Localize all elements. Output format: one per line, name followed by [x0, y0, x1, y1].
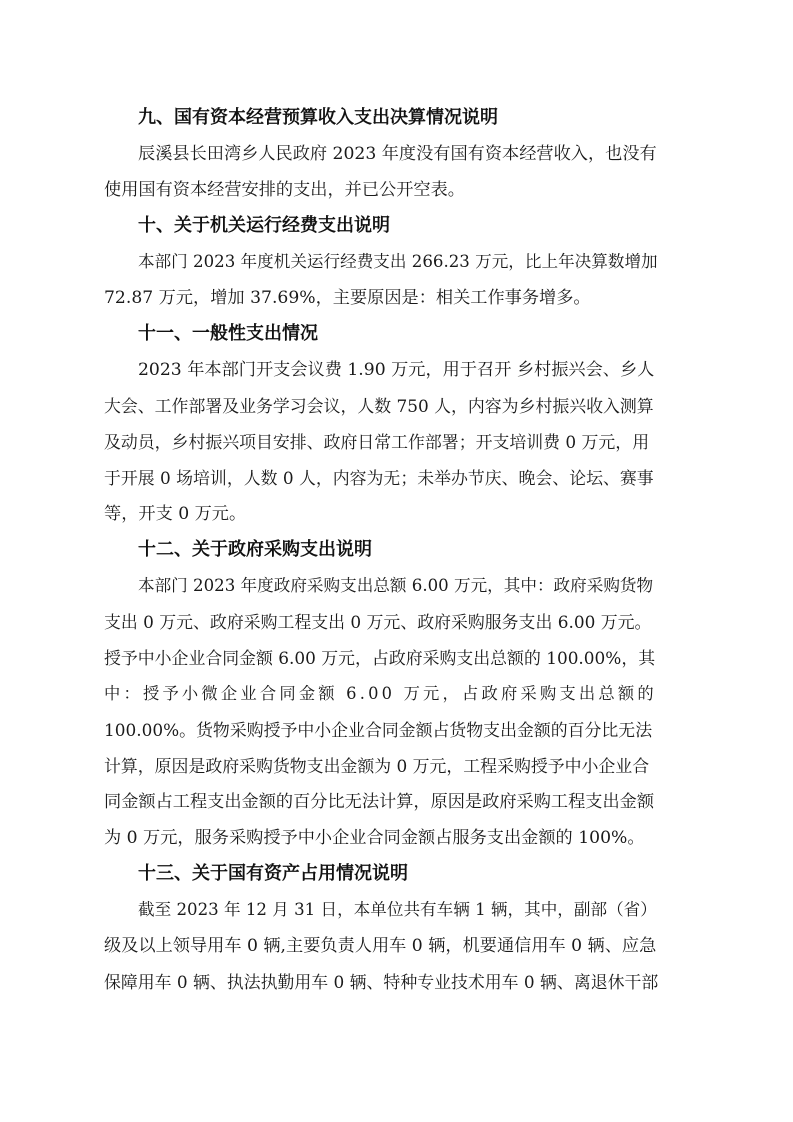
section-paragraph	[104, 136, 658, 208]
paragraph-line: 为 0 万元，服务采购授予中小企业合同金额占服务支出金额的 100%。	[104, 828, 645, 848]
paragraph-line: 本部门 2023 年度政府采购支出总额 6.00 万元，其中：政府采购货物	[138, 576, 654, 595]
paragraph-line: 计算，原因是政府采购货物支出金额为 0 万元，工程采购授予中小企业合	[104, 756, 650, 776]
paragraph-line: 中：授予小微企业合同金额 6.00 万元，占政府采购支出总额的	[104, 684, 657, 703]
paragraph-line: 授予中小企业合同金额 6.00 万元，占政府采购支出总额的 100.00%，其	[104, 648, 656, 668]
paragraph-line: 大会、工作部署及业务学习会议，人数 750 人，内容为乡村振兴收入测算	[104, 396, 654, 416]
paragraph-line: 本部门 2023 年度机关运行经费支出 266.23 万元，比上年决算数增加	[138, 252, 658, 271]
paragraph-line: 等，开支 0 万元。	[104, 504, 247, 524]
section-paragraph	[104, 568, 658, 856]
section-9	[104, 100, 658, 208]
section-heading: 十、关于机关运行经费支出说明	[138, 215, 390, 236]
paragraph-line: 同金额占工程支出金额的百分比无法计算，原因是政府采购工程支出金额	[104, 792, 655, 812]
section-13	[104, 856, 659, 1000]
document-body	[104, 100, 659, 1000]
section-10	[104, 208, 658, 316]
paragraph-line: 级及以上领导用车 0 辆,主要负责人用车 0 辆，机要通信用车 0 辆、应急	[104, 936, 657, 956]
paragraph-line: 截至 2023 年 12 月 31 日，本单位共有车辆 1 辆，其中，副部（省）	[138, 900, 657, 919]
section-heading: 十一、一般性支出情况	[138, 323, 318, 344]
section-12	[104, 532, 658, 856]
paragraph-line: 72.87 万元，增加 37.69%，主要原因是：相关工作事务增多。	[104, 288, 591, 308]
section-11	[104, 316, 658, 532]
paragraph-line: 2023 年本部门开支会议费 1.90 万元，用于召开 乡村振兴会、乡人	[138, 360, 655, 380]
section-heading: 九、国有资本经营预算收入支出决算情况说明	[138, 107, 498, 128]
section-paragraph	[104, 352, 658, 532]
paragraph-line: 辰溪县长田湾乡人民政府 2023 年度没有国有资本经营收入，也没有	[138, 144, 657, 164]
paragraph-line: 于开展 0 场培训，人数 0 人，内容为无；未举办节庆、晚会、论坛、赛事	[104, 468, 654, 488]
section-heading: 十二、关于政府采购支出说明	[138, 539, 372, 560]
paragraph-line: 使用国有资本经营安排的支出，并已公开空表。	[104, 180, 465, 200]
paragraph-line: 100.00%。货物采购授予中小企业合同金额占货物支出金额的百分比无法	[104, 720, 653, 740]
section-paragraph	[104, 892, 659, 1000]
section-paragraph	[104, 244, 658, 316]
paragraph-line: 保障用车 0 辆、执法执勤用车 0 辆、特种专业技术用车 0 辆、离退休干部	[104, 972, 659, 992]
section-heading: 十三、关于国有资产占用情况说明	[138, 863, 408, 884]
paragraph-line: 支出 0 万元、政府采购工程支出 0 万元、政府采购服务支出 6.00 万元。	[104, 612, 652, 632]
paragraph-line: 及动员，乡村振兴项目安排、政府日常工作部署；开支培训费 0 万元，用	[104, 432, 650, 452]
